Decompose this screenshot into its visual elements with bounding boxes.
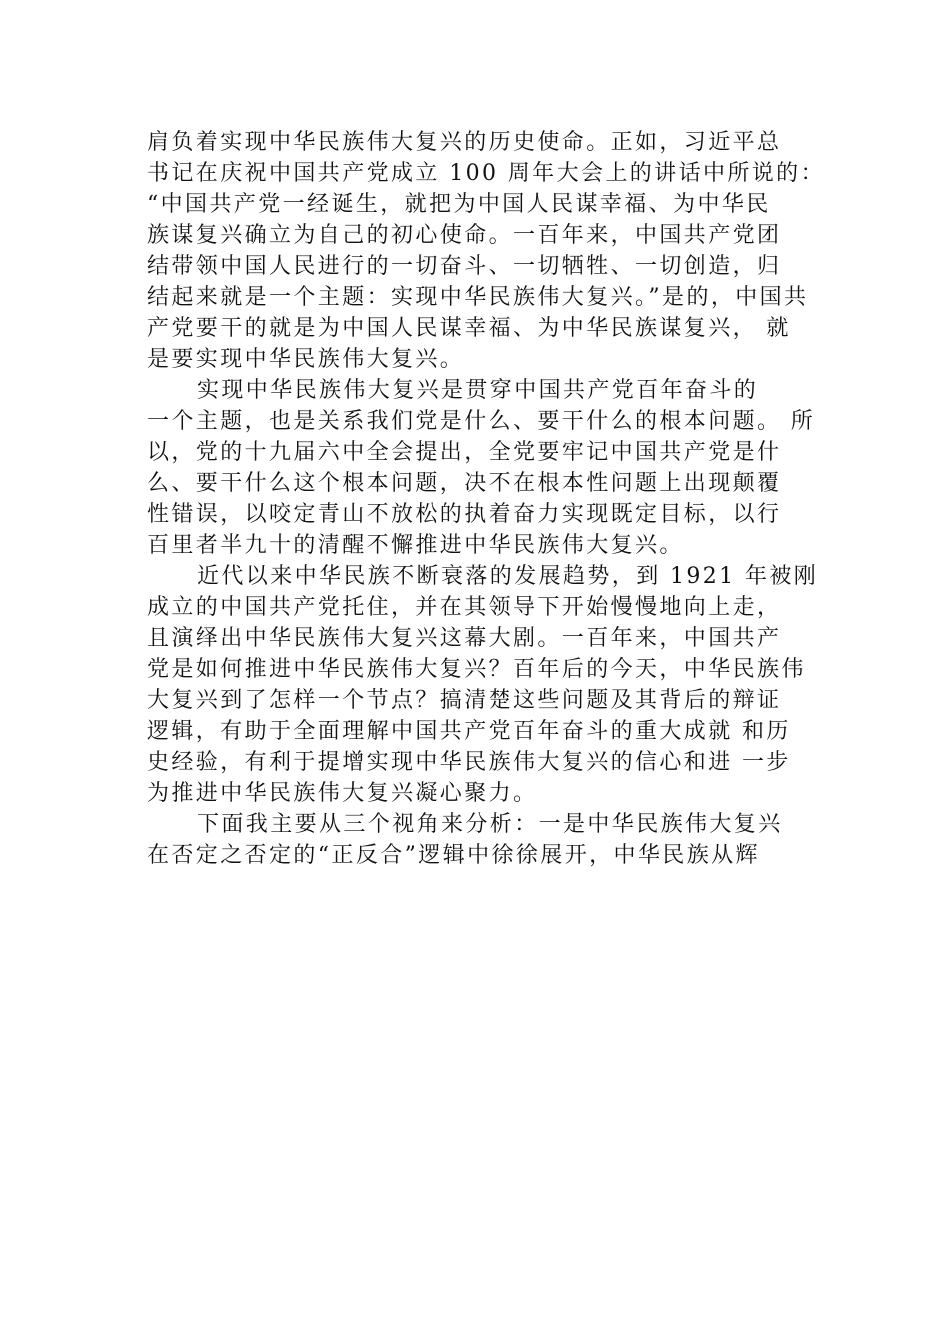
text-line: 百里者半九十的清醒不懈推进中华民族伟大复兴。	[147, 533, 684, 558]
text-line: 党是如何推进中华民族伟大复兴？百年后的今天，中华民族伟	[147, 657, 806, 682]
text-line: 逻辑，有助于全面理解中国共产党百年奋斗的重大成就 和历	[147, 719, 791, 744]
text-line: 结起来就是一个主题：实现中华民族伟大复兴。”是的，中国共	[147, 285, 809, 310]
text-line-indented: 实现中华民族伟大复兴是贯穿中国共产党百年奋斗的	[197, 378, 759, 403]
text-line: 结带领中国人民进行的一切奋斗、一切牺牲、一切创造，归	[147, 254, 782, 279]
text-line: 么、要干什么这个根本问题，决不在根本性问题上出现颠覆	[147, 471, 782, 496]
text-line-indented: 近代以来中华民族不断衰落的发展趋势，到 1921 年被刚	[197, 564, 819, 589]
paragraph-1	[147, 127, 837, 375]
text-line: 性错误，以咬定青山不放松的执着奋力实现既定目标，以行	[147, 502, 782, 527]
text-line: 在否定之否定的“正反合”逻辑中徐徐展开，中华民族从辉	[147, 843, 760, 868]
text-line: 且演绎出中华民族伟大复兴这幕大剧。一百年来，中国共产	[147, 626, 782, 651]
text-line-indented: 下面我主要从三个视角来分析：一是中华民族伟大复兴	[197, 812, 783, 837]
text-line: 史经验，有利于提增实现中华民族伟大复兴的信心和进 一步	[147, 750, 791, 775]
document-body	[147, 127, 837, 871]
text-line: “中国共产党一经诞生，就把为中国人民谋幸福、为中华民	[147, 192, 771, 217]
paragraph-3	[147, 561, 837, 809]
text-line: 为推进中华民族伟大复兴凝心聚力。	[147, 781, 538, 806]
paragraph-4	[147, 809, 837, 871]
text-line: 一个主题，也是关系我们党是什么、要干什么的根本问题。 所	[147, 409, 816, 434]
text-line: 书记在庆祝中国共产党成立 100 周年大会上的讲话中所说的：	[147, 161, 825, 186]
text-line: 成立的中国共产党托住，并在其领导下开始慢慢地向上走，	[147, 595, 782, 620]
text-line: 大复兴到了怎样一个节点？搞清楚这些问题及其背后的辩证	[147, 688, 782, 713]
text-line: 肩负着实现中华民族伟大复兴的历史使命。正如，习近平总	[147, 130, 782, 155]
text-line: 以，党的十九届六中全会提出，全党要牢记中国共产党是什	[147, 440, 782, 465]
text-line: 产党要干的就是为中国人民谋幸福、为中华民族谋复兴， 就	[147, 316, 791, 341]
text-line: 族谋复兴确立为自己的初心使命。一百年来，中国共产党团	[147, 223, 782, 248]
text-line: 是要实现中华民族伟大复兴。	[147, 347, 465, 372]
paragraph-2	[147, 375, 837, 561]
